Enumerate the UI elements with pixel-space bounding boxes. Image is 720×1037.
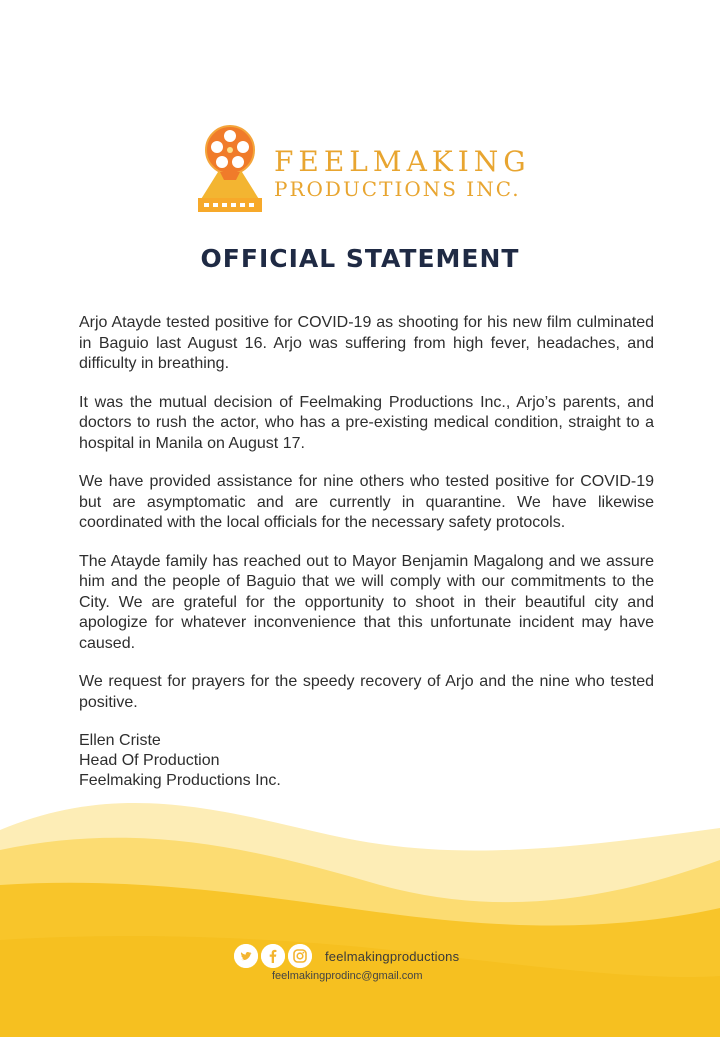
page-title: OFFICIAL STATEMENT [200,244,520,273]
paragraph: We have provided assistance for nine others who tested positive for COVID-19 but are asymptomatic and are currently in quarantine. We have likewise coordinated with the local officials for the necessary safety protocols. [79,473,654,531]
paragraph: The Atayde family has reached out to Mayor Benjamin Magalong and we assure him and the people of Baguio that we will comply with our commitments to the City. We are grateful for the opportunity to shoot in their beautiful city and apologize for whatever inconvenience that this unfortunate incident may have caused. [79,552,654,652]
instagram-icon[interactable] [288,944,312,968]
film-reel-logo-icon [196,120,268,216]
logo-line-1: FEELMAKING [274,145,531,178]
logo-wordmark [274,145,531,201]
signatory-role: Head Of Production [79,752,220,769]
paragraph: Arjo Atayde tested positive for COVID-19 as shooting for his new film culminated in Baguio last August 16. Arjo was suffering from high fever, headaches, and difficulty in breathing. [79,314,654,372]
signatory-name: Ellen Criste [79,732,161,749]
paragraph: We request for prayers for the speedy recovery of Arjo and the nine who tested positive. [79,673,654,711]
signatory-company: Feelmaking Productions Inc. [79,772,281,789]
paragraph: It was the mutual decision of Feelmaking Productions Inc., Arjo’s parents, and doctors to rush the actor, who has a pre-existing medical condition, straight to a hospital in Manila on August 17. [79,393,654,452]
social-links [234,943,459,969]
social-handle[interactable]: feelmakingproductions [325,948,460,964]
statement-body [79,313,654,791]
twitter-icon[interactable] [234,944,258,968]
facebook-icon[interactable] [261,944,285,968]
company-logo [196,120,556,220]
footer-wave-decoration [0,790,720,1037]
contact-email[interactable]: feelmakingprodinc@gmail.com [272,970,423,982]
signature-block [79,731,654,791]
logo-line-2: PRODUCTIONS INC. [274,177,521,201]
